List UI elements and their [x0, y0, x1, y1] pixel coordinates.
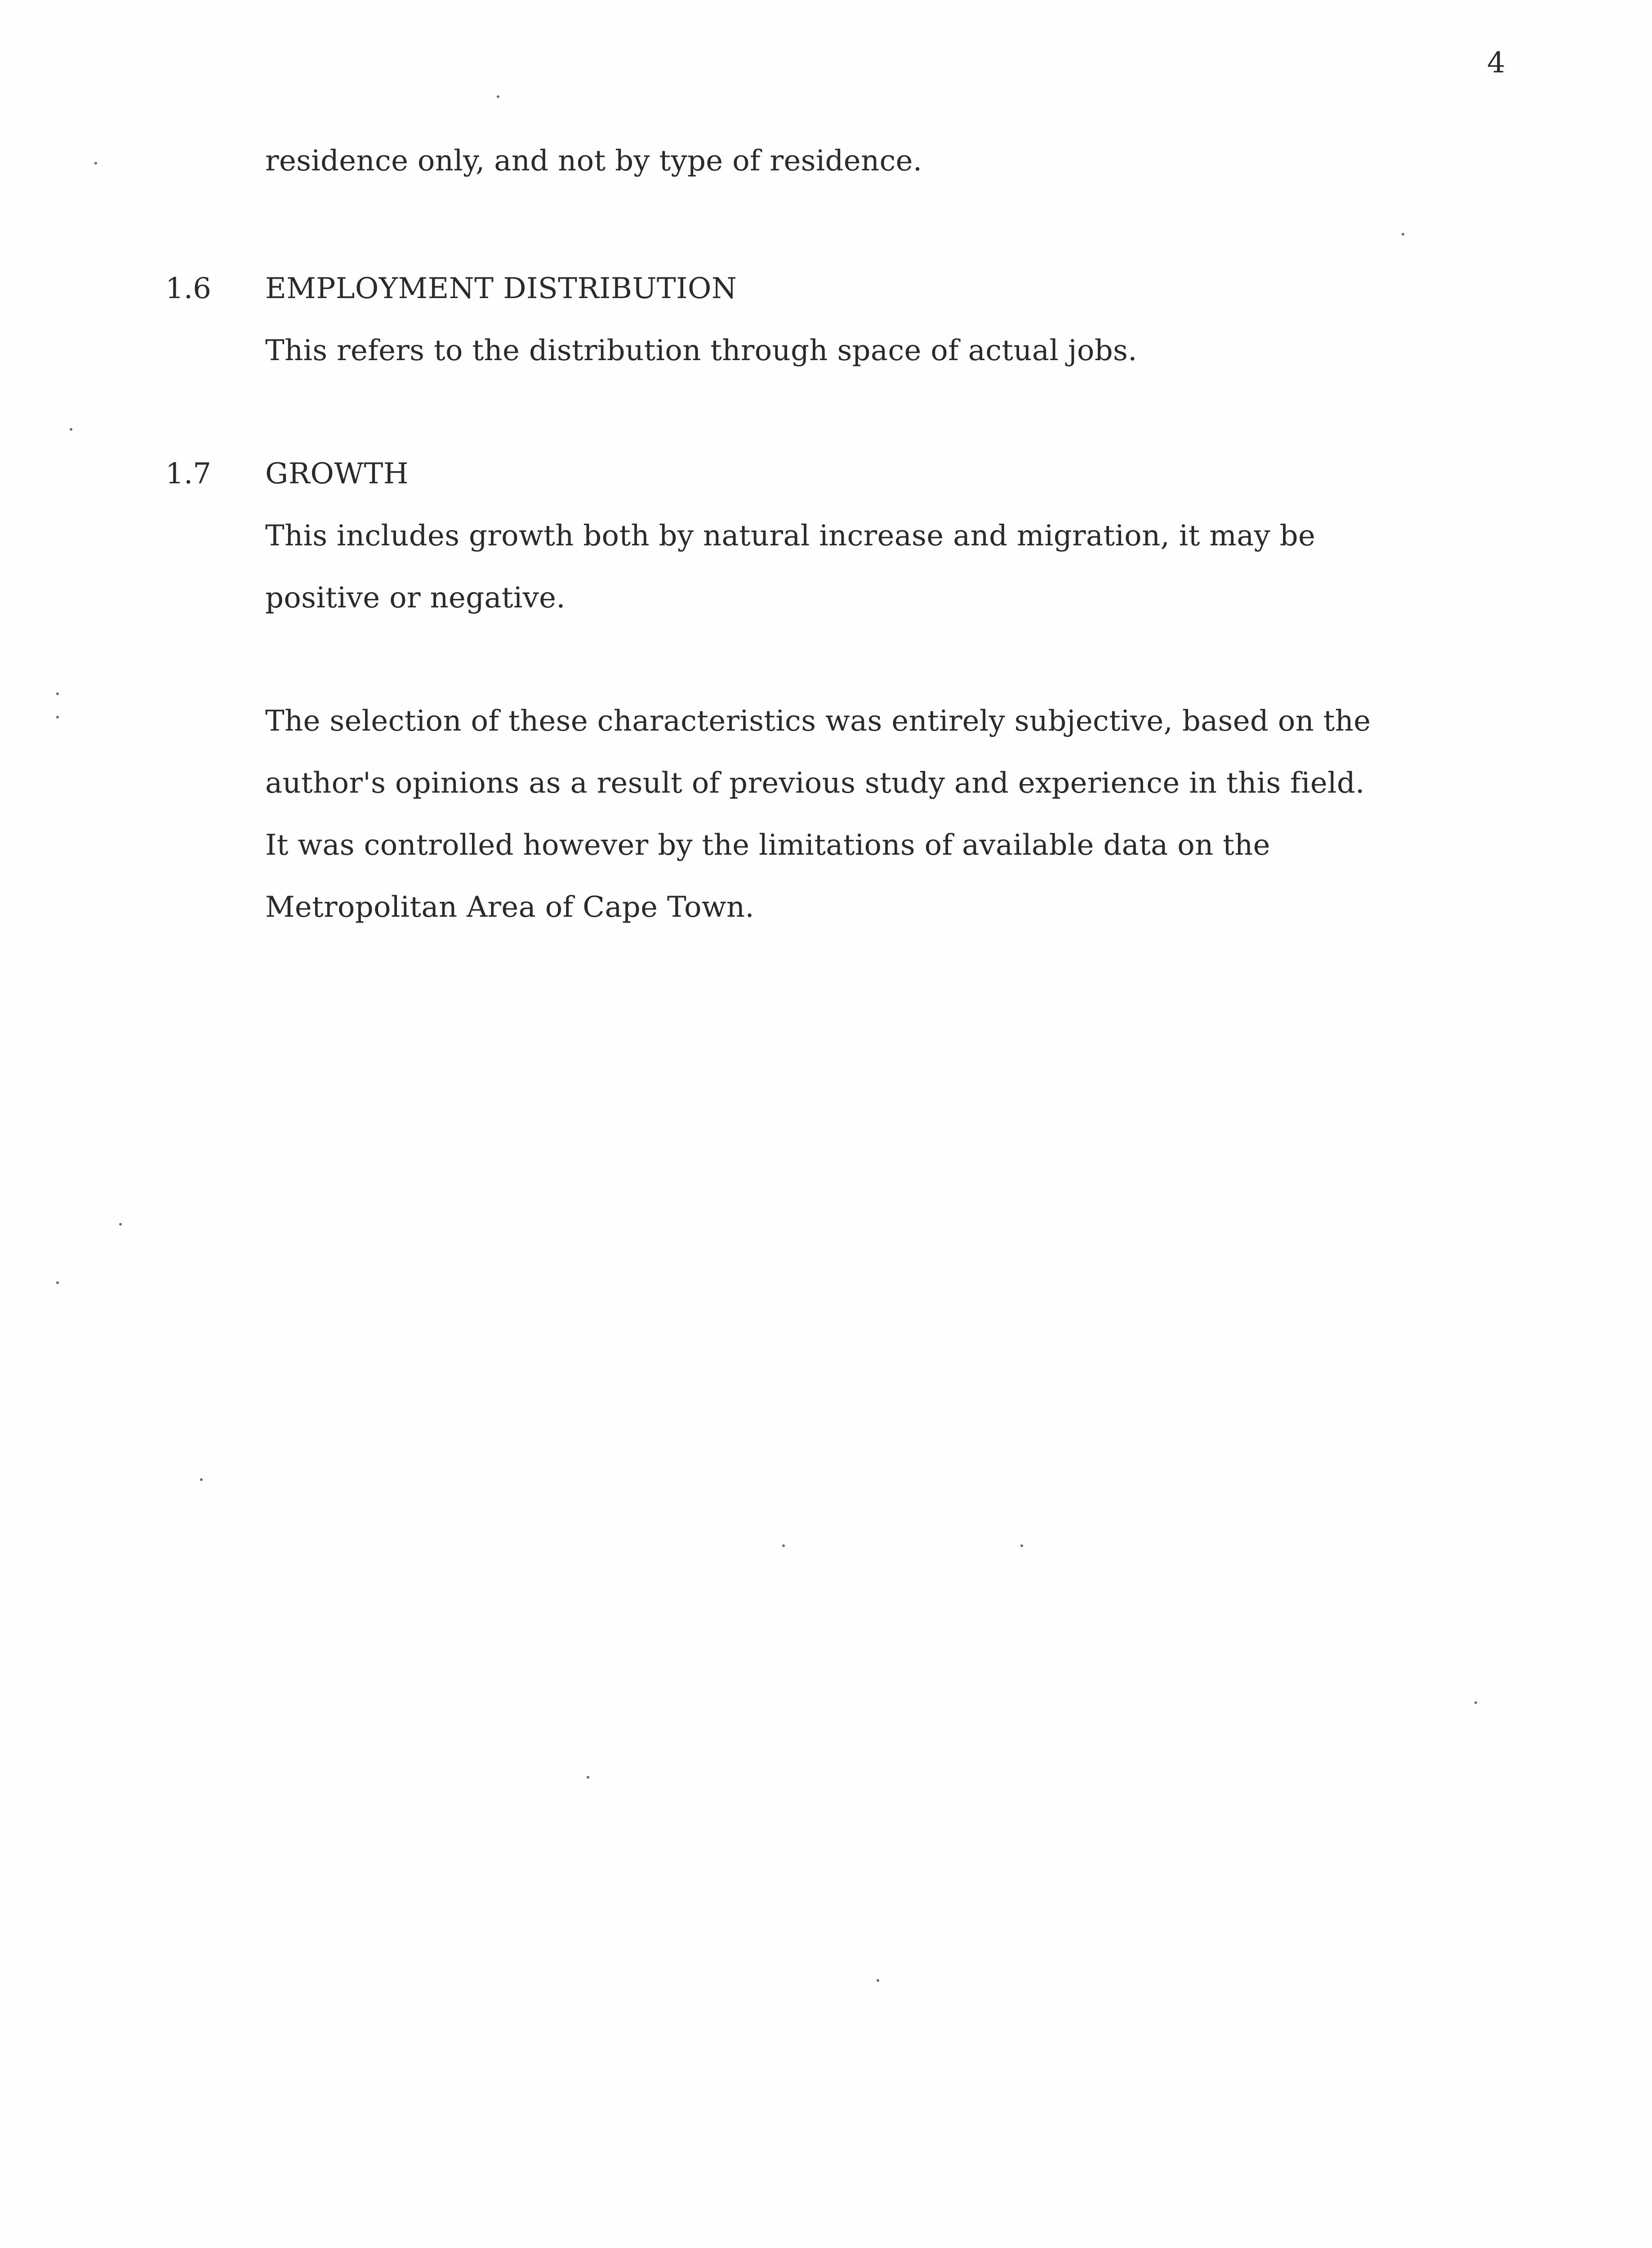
scan-speck	[94, 162, 97, 165]
paragraph-line: The selection of these characteristics was entirely subjective, based on the	[265, 705, 1371, 738]
scan-speck	[1402, 233, 1404, 236]
scan-speck	[1020, 1544, 1023, 1547]
section-title: GROWTH	[265, 457, 409, 491]
scan-speck	[877, 1979, 879, 1982]
scan-speck	[70, 428, 72, 431]
section-body-line: positive or negative.	[265, 581, 566, 615]
scan-speck	[497, 95, 499, 98]
continuation-line: residence only, and not by type of residence.	[265, 144, 922, 178]
paragraph-line: Metropolitan Area of Cape Town.	[265, 891, 755, 924]
section-body-line: This refers to the distribution through space of actual jobs.	[265, 334, 1137, 367]
paragraph-line: It was controlled however by the limitations of available data on the	[265, 829, 1270, 862]
section-number: 1.6	[165, 272, 211, 305]
page-number: 4	[1487, 46, 1505, 80]
scan-speck	[587, 1776, 589, 1779]
scan-speck	[1474, 1701, 1477, 1704]
section-number: 1.7	[165, 457, 211, 491]
section-title: EMPLOYMENT DISTRIBUTION	[265, 272, 737, 305]
scan-speck	[56, 692, 59, 695]
scan-speck	[56, 1281, 59, 1284]
scan-speck	[200, 1478, 203, 1481]
scan-speck	[782, 1544, 785, 1547]
paragraph-line: author's opinions as a result of previous study and experience in this field.	[265, 767, 1365, 800]
scan-speck	[119, 1223, 122, 1226]
section-body-line: This includes growth both by natural increase and migration, it may be	[265, 519, 1316, 553]
scan-speck	[56, 716, 59, 718]
